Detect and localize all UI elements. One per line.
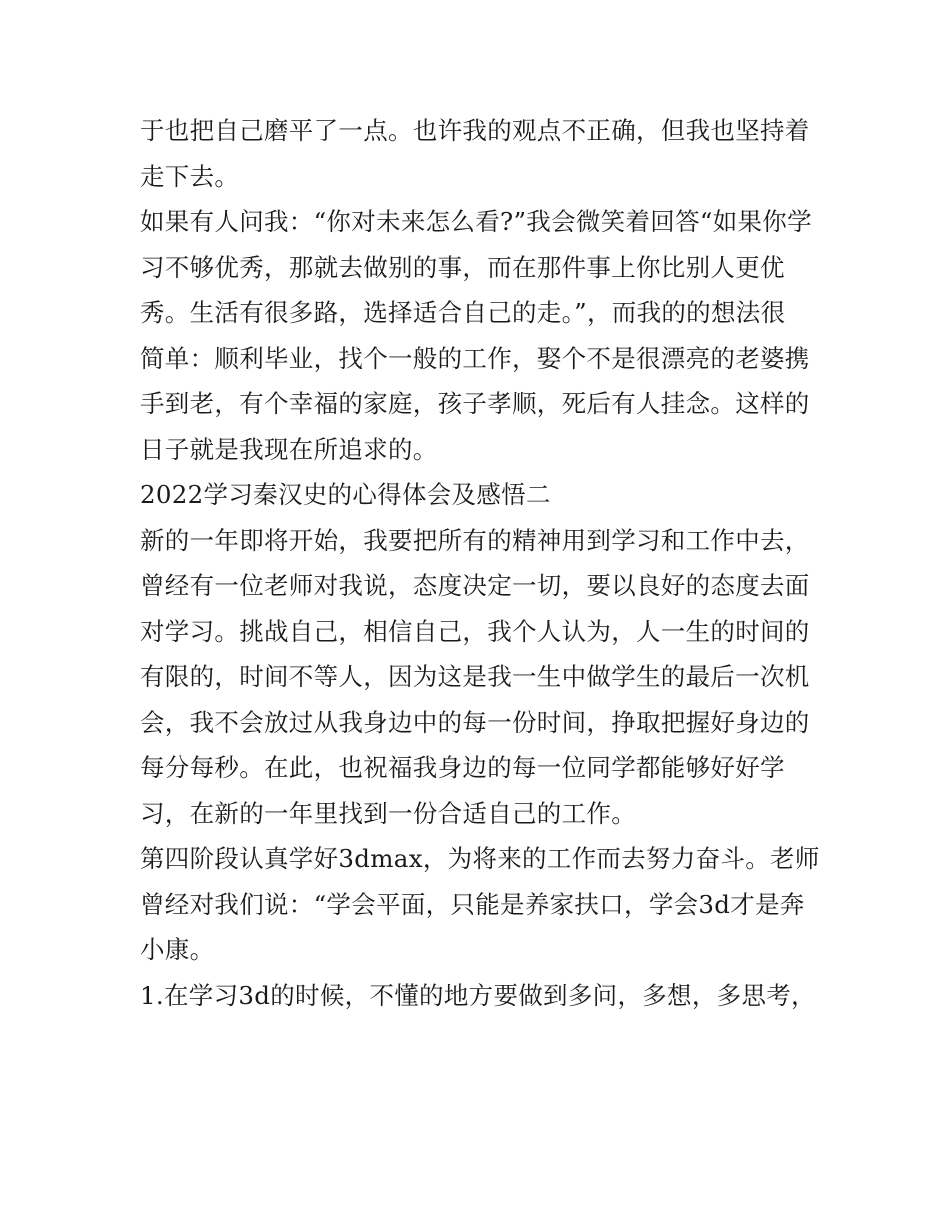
text-line: 如果有人问我：“你对未来怎么看?”我会微笑着回答“如果你学 <box>140 207 812 236</box>
text-line: 会，我不会放过从我身边中的每一份时间，挣取把握好身边的 <box>140 707 810 737</box>
list-item: 1.在学习3d的时候，不懂的地方要做到多问，多想，多思考， <box>140 980 816 1010</box>
document-body <box>140 108 820 1018</box>
text-line: 有限的，时间不等人，因为这是我一生中做学生的最后一次机 <box>140 662 810 691</box>
section-heading: 2022学习秦汉史的心得体会及感悟二 <box>140 480 551 509</box>
text-line: 习不够优秀，那就去做别的事，而在那件事上你比别人更优 <box>140 252 785 282</box>
text-line: 新的一年即将开始，我要把所有的精神用到学习和工作中去， <box>140 525 810 555</box>
text-line: 简单：顺利毕业，找个一般的工作，娶个不是很漂亮的老婆携 <box>140 343 810 373</box>
text-line: 曾经有一位老师对我说，态度决定一切，要以良好的态度去面 <box>140 571 810 600</box>
text-line: 第四阶段认真学好3dmax，为将来的工作而去努力奋斗。老师 <box>140 844 820 873</box>
text-line: 习，在新的一年里找到一份合适自己的工作。 <box>140 798 636 828</box>
text-line: 走下去。 <box>140 161 240 191</box>
text-line: 日子就是我现在所追求的。 <box>140 434 438 464</box>
text-line: 每分每秒。在此，也祝福我身边的每一位同学都能够好好学 <box>140 753 785 782</box>
text-line: 对学习。挑战自己，相信自己，我个人认为，人一生的时间的 <box>140 616 810 646</box>
text-line: 手到老，有个幸福的家庭，孩子孝顺，死后有人挂念。这样的 <box>140 389 810 418</box>
text-line: 曾经对我们说：“学会平面，只能是养家扶口，学会3d才是奔 <box>140 889 805 919</box>
text-line: 小康。 <box>140 935 215 964</box>
text-line: 于也把自己磨平了一点。也许我的观点不正确，但我也坚持着 <box>140 116 810 145</box>
text-line: 秀。生活有很多路，选择适合自己的走。”，而我的的想法很 <box>140 298 786 327</box>
